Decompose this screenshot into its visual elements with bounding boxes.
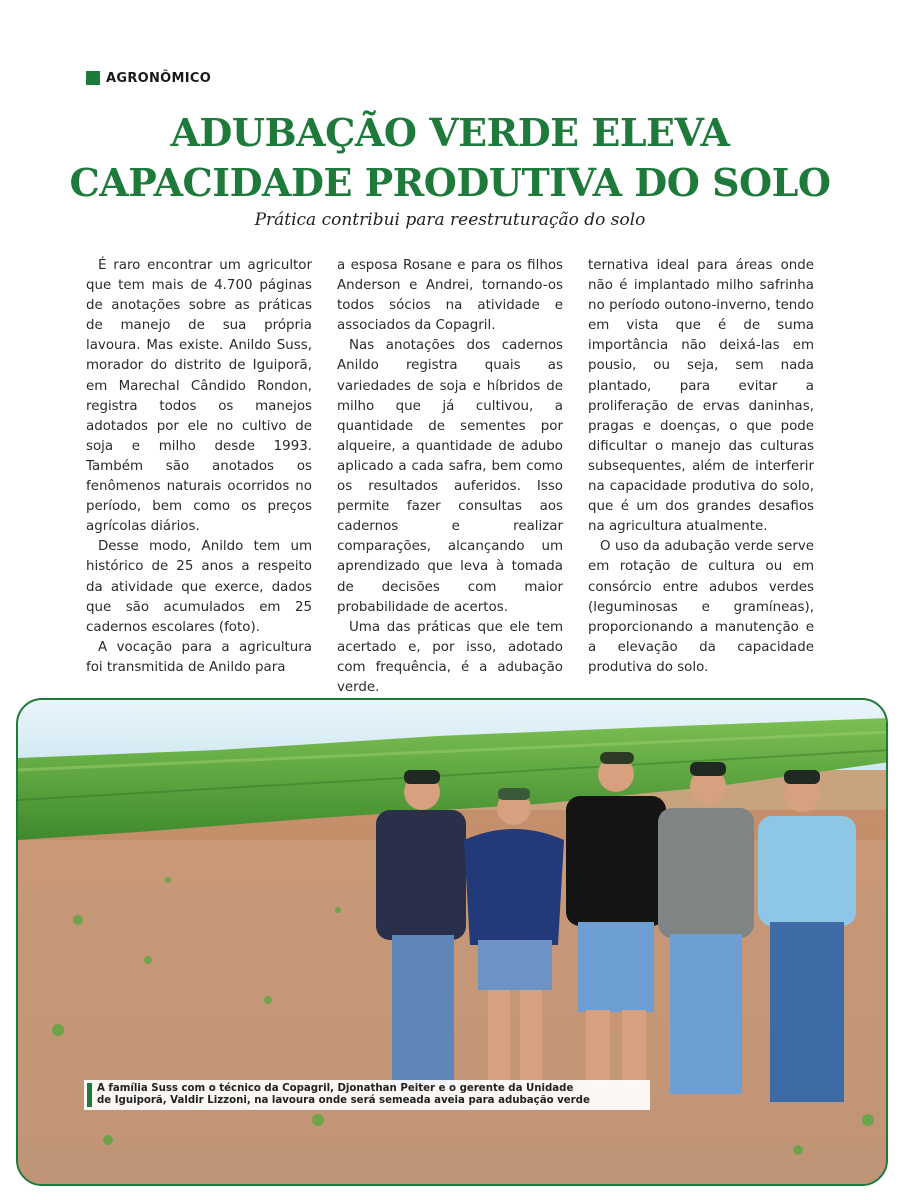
paragraph: Desse modo, Anildo tem um histórico de 25 anos a respeito da atividade que exerce, dados que são acumulados em 25 cadernos escolares (foto). (86, 539, 312, 635)
paragraph: O uso da adubação verde serve em rotação de cultura ou em consórcio entre adubos verdes (leguminosas e gramíneas), proporcionando a manutenção e a elevação da capacidade produtiva do solo. (588, 539, 814, 675)
subtitle: Prática contribui para reestruturação do solo (254, 210, 646, 230)
paragraph: Uma das práticas que ele tem acertado e, por isso, adotado com frequência, é a adubação verde. (337, 619, 563, 695)
section-label: AGRONÔMICO (106, 70, 212, 86)
caption-marker (87, 1083, 92, 1107)
article-column-3 (588, 256, 814, 678)
section-marker (86, 71, 100, 85)
article-column-2 (337, 256, 563, 718)
photo-caption (84, 1080, 650, 1110)
paragraph: É raro encontrar um agricultor que tem mais de 4.700 páginas de anotações sobre as práticas de manejo de sua própria lavoura. Mas existe. Anildo Suss, morador do distrito de Iguiporã, em Marechal Cândido Rondon, registra todos os manejos adotados por ele no cultivo de soja e milho desde 1993. Também são anotados os fenômenos naturais ocorridos no período, bem como os preços agrícolas diários. (86, 258, 312, 535)
caption-line-2: de Iguiporã, Valdir Lizzoni, na lavoura onde será semeada aveia para adubação verde (97, 1095, 590, 1106)
paragraph: ternativa ideal para áreas onde não é implantado milho safrinha no período outono-inverno, tendo em vista que é de suma importância não deixá-las em pousio, ou seja, sem nada plantado, para evitar a proliferação de ervas daninhas, pragas e doenças, o que pode dificultar o manejo das culturas subsequentes, além de interferir na capacidade produtiva do solo, que é um dos grandes desafios na agricultura atualmente. (588, 258, 814, 535)
article-column-1 (86, 256, 312, 678)
headline (0, 108, 900, 208)
section-tag (86, 70, 211, 86)
paragraph: a esposa Rosane e para os filhos Anderson e Andrei, tornando-os todos sócios na atividade e associados da Copagril. (337, 258, 563, 334)
person-5 (758, 770, 856, 1102)
paragraph: A vocação para a agricultura foi transmitida de Anildo para (86, 639, 312, 675)
article-body (86, 256, 814, 695)
headline-line-2: CAPACIDADE PRODUTIVA DO SOLO (69, 160, 831, 205)
caption-text (97, 1083, 590, 1107)
person-4 (658, 762, 754, 1094)
paragraph: Nas anotações dos cadernos Anildo registra quais as variedades de soja e híbridos de milho que já cultivou, a quantidade de sementes por alqueire, a quantidade de adubo aplicado a cada safra, bem como os resultados auferidos. Isso permite fazer consultas aos cadernos e realizar comparações, alcançando um aprendizado que leva à tomada de decisões com maior probabilidade de acertos. (337, 338, 563, 615)
headline-line-1: ADUBAÇÃO VERDE ELEVA (170, 110, 730, 155)
caption-line-1: A família Suss com o técnico da Copagril, Djonathan Peiter e o gerente da Unidade (97, 1083, 574, 1094)
field-photo (18, 700, 888, 1186)
photo-frame (16, 698, 888, 1186)
